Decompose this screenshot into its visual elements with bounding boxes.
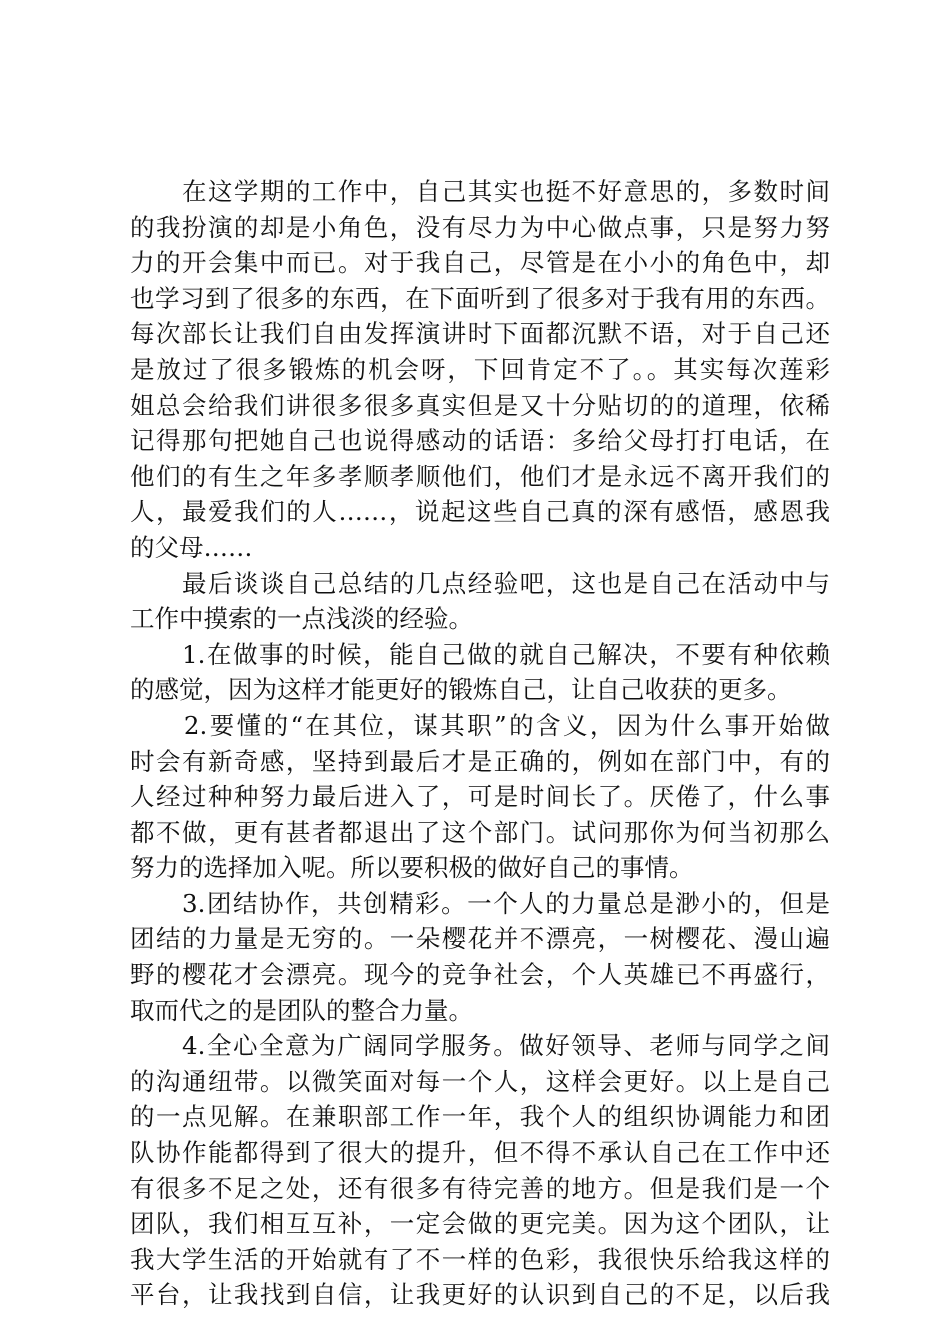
text-line: 取而代之的是团队的整合力量。 bbox=[130, 995, 473, 1025]
text-line: 的父母…… bbox=[130, 532, 253, 562]
text-line: 队协作能都得到了很大的提升，但不得不承认自己在工作中还 bbox=[130, 1138, 830, 1168]
text-line: 的一点见解。在兼职部工作一年，我个人的组织协调能力和团 bbox=[130, 1102, 830, 1132]
text-line: 野的樱花才会漂亮。现今的竞争社会，个人英雄已不再盛行， bbox=[130, 960, 830, 990]
text-line: 人，最爱我们的人……，说起这些自己真的深有感悟，感恩我 bbox=[130, 497, 830, 527]
text-line: 力的开会集中而已。对于我自己，尽管是在小小的角色中，却 bbox=[130, 248, 830, 278]
text-line: 也学习到了很多的东西，在下面听到了很多对于我有用的东西。 bbox=[130, 283, 830, 313]
text-line: 的我扮演的却是小角色，没有尽力为中心做点事，只是努力努 bbox=[130, 212, 830, 242]
text-line: 的感觉，因为这样才能更好的锻炼自己，让自己收获的更多。 bbox=[130, 675, 792, 705]
text-line: 记得那句把她自己也说得感动的话语：多给父母打打电话，在 bbox=[130, 426, 830, 456]
text-line: 工作中摸索的一点浅淡的经验。 bbox=[130, 604, 473, 634]
text-line: 人经过种种努力最后进入了，可是时间长了。厌倦了，什么事 bbox=[130, 782, 830, 812]
text-line: 每次部长让我们自由发挥演讲时下面都沉默不语，对于自己还 bbox=[130, 319, 830, 349]
text-line: 4.全心全意为广阔同学服务。做好领导、老师与同学之间 bbox=[130, 1031, 830, 1061]
text-line: 时会有新奇感，坚持到最后才是正确的，例如在部门中，有的 bbox=[130, 746, 830, 776]
text-line: 2.要懂的“在其位，谋其职”的含义，因为什么事开始做 bbox=[130, 710, 830, 740]
text-line: 最后谈谈自己总结的几点经验吧，这也是自己在活动中与 bbox=[130, 568, 830, 598]
text-line: 团结的力量是无穷的。一朵樱花并不漂亮，一树樱花、漫山遍 bbox=[130, 924, 830, 954]
text-line: 1.在做事的时候，能自己做的就自己解决，不要有种依赖 bbox=[130, 639, 830, 669]
text-line: 平台，让我找到自信，让我更好的认识到自己的不足，以后我 bbox=[130, 1280, 830, 1310]
text-line: 努力的选择加入呢。所以要积极的做好自己的事情。 bbox=[130, 853, 694, 883]
text-line: 他们的有生之年多孝顺孝顺他们，他们才是永远不离开我们的 bbox=[130, 461, 830, 491]
text-line: 姐总会给我们讲很多很多真实但是又十分贴切的的道理，依稀 bbox=[130, 390, 830, 420]
text-line: 是放过了很多锻炼的机会呀，下回肯定不了。。其实每次莲彩 bbox=[130, 354, 830, 384]
text-line: 我大学生活的开始就有了不一样的色彩，我很快乐给我这样的 bbox=[130, 1244, 830, 1274]
text-line: 都不做，更有甚者都退出了这个部门。试问那你为何当初那么 bbox=[130, 817, 830, 847]
text-line: 团队，我们相互互补，一定会做的更完美。因为这个团队，让 bbox=[130, 1209, 830, 1239]
text-line: 有很多不足之处，还有很多有待完善的地方。但是我们是一个 bbox=[130, 1173, 830, 1203]
text-line: 在这学期的工作中，自己其实也挺不好意思的，多数时间 bbox=[130, 177, 830, 206]
body-text bbox=[130, 174, 830, 1313]
text-line: 的沟通纽带。以微笑面对每一个人，这样会更好。以上是自己 bbox=[130, 1066, 830, 1096]
text-line: 3.团结协作，共创精彩。一个人的力量总是渺小的，但是 bbox=[130, 888, 830, 918]
